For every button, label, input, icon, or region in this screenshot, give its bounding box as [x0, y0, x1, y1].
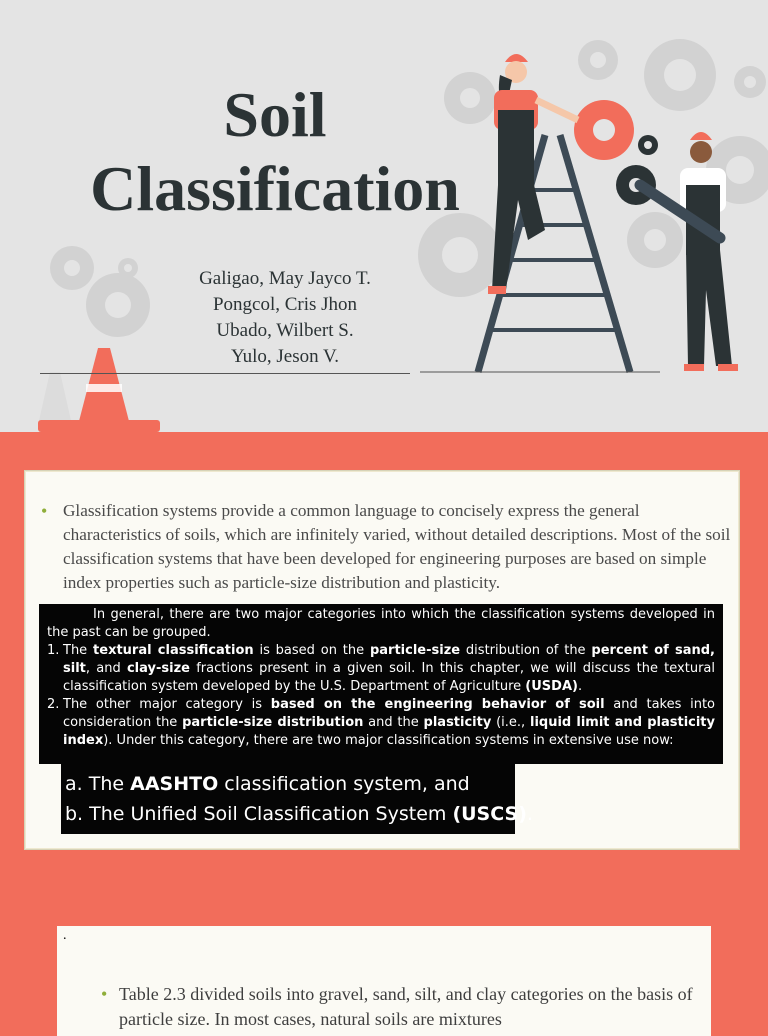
title-line-2: Classification [90, 153, 460, 224]
stray-mark: . [63, 928, 67, 943]
classification-systems-slide [24, 470, 740, 850]
system-uscs: b. The Unified Soil Classification System (USCS). [65, 803, 533, 825]
traffic-cone-icon [38, 348, 160, 432]
author-name: Galigao, May Jayco T. [199, 268, 371, 289]
bullet-icon: • [101, 984, 108, 1004]
bullet-paragraph [41, 499, 731, 595]
author-name: Ubado, Wilbert S. [216, 320, 354, 341]
list-item-text: The other major category is based on the engineering behavior of soil and takes into consideration the particle-size distribution and the plasticity (i.e., liquid limit and plasticity index). Under this category, there are two major classification systems in extensive use now: [63, 697, 716, 748]
list-number: 2. [47, 697, 60, 712]
system-aashto: a. The AASHTO classification system, and [65, 773, 470, 795]
bullet-text: Glassification systems provide a common language to concisely express the general characteristics of soils, which are infinitely varied, without detailed descriptions. Most of the soil classification systems that have been developed for engineering purposes are based on simple index properties such as particle-size distribution and plasticity. [63, 501, 731, 592]
textbook-excerpt [39, 604, 723, 764]
bullet-text: Table 2.3 divided soils into gravel, sand, silt, and clay categories on the basis of particle size. In most cases, natural soils are mixtures [119, 984, 693, 1029]
list-item [47, 696, 715, 750]
list-item-text: The textural classification is based on the particle-size distribution of the percent of sand, silt, and clay-size fractions present in a given soil. In this chapter, we will discuss the textural classification system developed by the U.S. Department of Agriculture (USDA). [63, 643, 716, 694]
title-slide [0, 0, 768, 432]
list-number: 1. [47, 643, 60, 658]
list-item [47, 642, 715, 696]
author-name: Yulo, Jeson V. [230, 346, 340, 367]
divider-line [40, 373, 410, 374]
title-line-1: Soil [223, 79, 327, 150]
bullet-paragraph [101, 982, 701, 1032]
classification-systems-list [61, 764, 533, 834]
presentation-title [70, 78, 480, 226]
author-name: Pongcol, Cris Jhon [212, 294, 358, 315]
red-gear-icon [574, 100, 634, 160]
excerpt-intro: In general, there are two major categories into which the classification systems developed in the past can be grouped. [47, 607, 715, 640]
author-list [170, 266, 400, 370]
particle-size-slide [57, 926, 711, 1036]
bullet-icon: • [41, 501, 48, 521]
